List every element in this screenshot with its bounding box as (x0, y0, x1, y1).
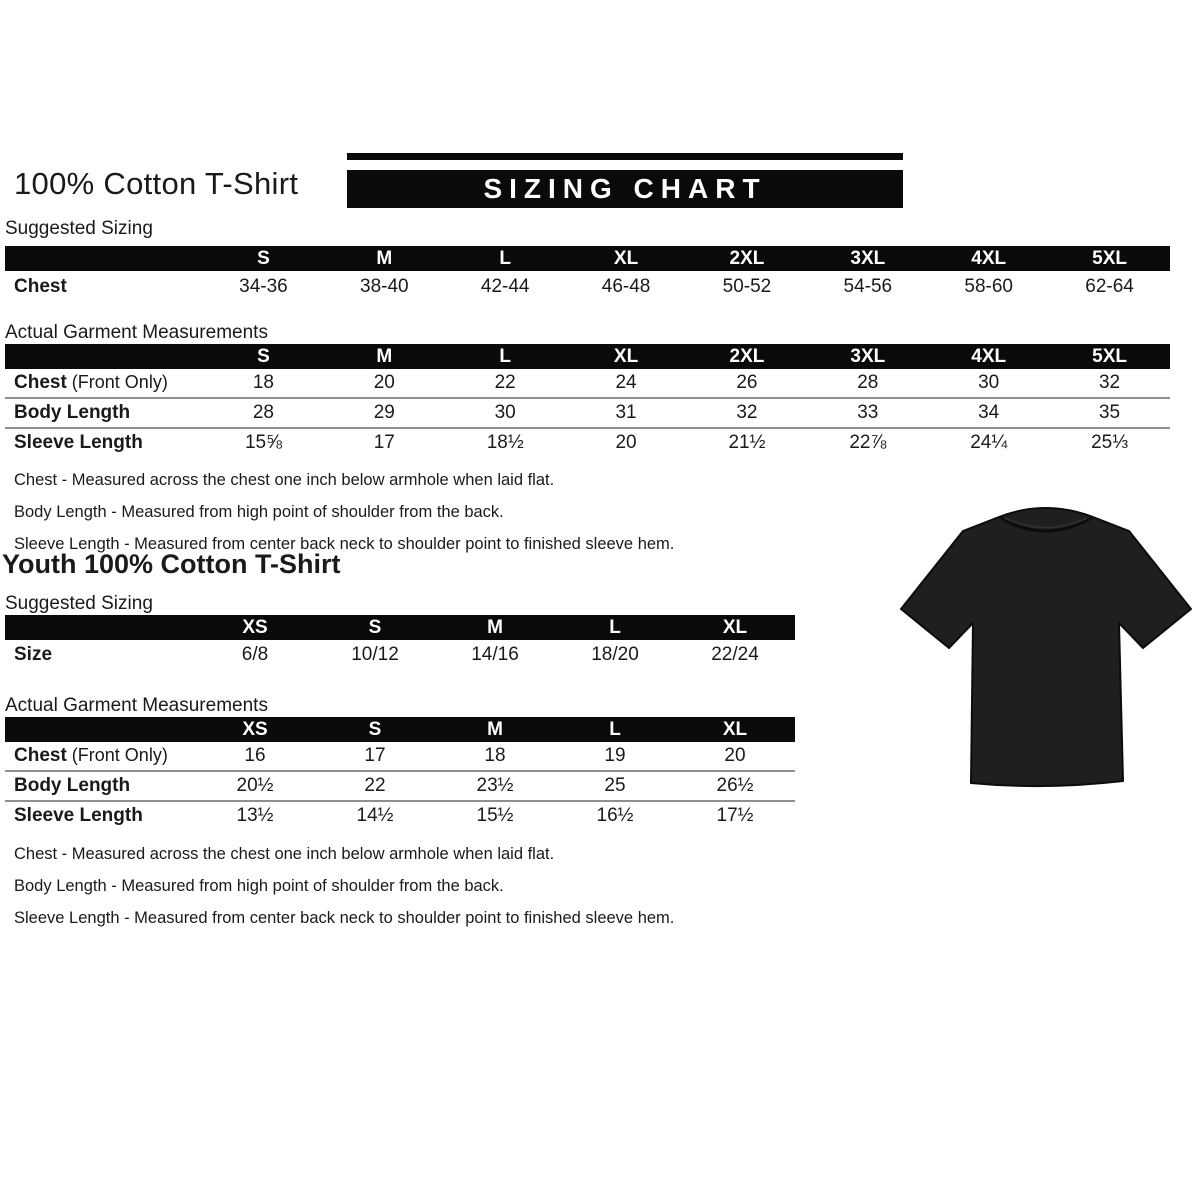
size-cell: 31 (615, 402, 637, 423)
youth-title: Youth 100% Cotton T-Shirt (2, 549, 341, 579)
size-cell: 22/24 (711, 644, 759, 665)
size-cell: 54-56 (843, 276, 893, 297)
column-header: XL (613, 345, 639, 367)
table-row (5, 427, 1170, 457)
row-label-note: (Front Only) (71, 745, 168, 765)
column-header: M (376, 247, 393, 269)
size-cell: 34-36 (239, 276, 288, 297)
size-cell: 21½ (728, 432, 766, 453)
column-header: 4XL (971, 247, 1007, 269)
size-cell: 34 (978, 402, 1000, 423)
size-cell: 20 (373, 372, 395, 393)
column-header: 5XL (1092, 247, 1127, 269)
table-row (5, 742, 795, 770)
row-label: Chest (14, 276, 67, 297)
size-cell: 32 (1098, 372, 1121, 393)
column-header: M (487, 718, 503, 740)
size-cell: 33 (857, 402, 879, 423)
size-cell: 24¼ (970, 432, 1008, 453)
size-cell: 16 (244, 745, 266, 766)
adult-suggested-table (5, 246, 1170, 303)
measurement-note: Body Length - Measured from high point of shoulder from the back. (14, 877, 504, 895)
adult-actual-header-row (5, 344, 1170, 369)
size-cell: 28 (252, 402, 274, 423)
size-cell: 18/20 (591, 644, 639, 665)
size-cell: 18 (484, 745, 506, 766)
banner-top-strip (347, 153, 903, 160)
adult-actual-table (5, 344, 1170, 457)
column-header: M (376, 345, 393, 367)
row-label: Chest (14, 372, 67, 393)
size-cell: 17 (364, 745, 386, 766)
column-header: XL (613, 247, 639, 269)
size-cell: 32 (736, 402, 758, 423)
youth-suggested-table (5, 615, 795, 670)
row-label: Sleeve Length (14, 432, 143, 453)
column-header: S (368, 718, 382, 740)
size-cell: 23½ (476, 775, 514, 796)
size-cell: 46-48 (601, 276, 651, 297)
table-row (5, 369, 1170, 397)
size-cell: 38-40 (360, 276, 409, 297)
column-header: L (499, 247, 511, 269)
youth-actual-table (5, 717, 795, 830)
adult-actual-label: Actual Garment Measurements (5, 322, 268, 343)
youth-measurement-notes (14, 838, 674, 934)
size-cell: 20 (615, 432, 637, 453)
adult-measurement-notes (14, 464, 674, 560)
size-cell: 16½ (596, 805, 634, 826)
column-header: M (487, 616, 503, 638)
row-label: Size (14, 644, 53, 665)
size-cell: 17 (373, 432, 395, 453)
size-cell: 25 (604, 775, 626, 796)
row-label: Body Length (14, 402, 131, 423)
column-header: L (609, 718, 621, 740)
column-header: S (257, 247, 270, 269)
measurement-note: Chest - Measured across the chest one inch below armhole when laid flat. (14, 471, 555, 489)
size-cell: 24 (615, 372, 637, 393)
table-row (5, 271, 1170, 303)
youth-suggested-label: Suggested Sizing (5, 593, 153, 614)
column-header: XL (722, 718, 748, 740)
column-header: S (257, 345, 270, 367)
column-header: 2XL (729, 345, 765, 367)
size-cell: 6/8 (241, 644, 269, 665)
table-row (5, 397, 1170, 427)
row-label: Chest (14, 745, 67, 766)
column-header: 3XL (850, 345, 886, 367)
measurement-note: Chest - Measured across the chest one inch below armhole when laid flat. (14, 845, 555, 863)
size-cell: 30 (494, 402, 516, 423)
page-title: 100% Cotton T-Shirt (14, 166, 299, 201)
column-header: 4XL (971, 345, 1007, 367)
size-cell: 17½ (716, 805, 754, 826)
column-header: XL (722, 616, 748, 638)
size-cell: 42-44 (480, 276, 530, 297)
size-cell: 50-52 (722, 276, 772, 297)
column-header: 3XL (850, 247, 886, 269)
size-cell: 26 (736, 372, 758, 393)
adult-suggested-label: Suggested Sizing (5, 218, 153, 239)
size-cell: 15⅝ (244, 432, 282, 453)
size-cell: 18 (252, 372, 274, 393)
row-label: Sleeve Length (14, 805, 143, 826)
tshirt-body-shape (901, 508, 1191, 786)
size-cell: 10/12 (351, 644, 399, 665)
size-cell: 19 (604, 745, 626, 766)
size-cell: 30 (978, 372, 1000, 393)
size-cell: 58-60 (964, 276, 1013, 297)
column-header: 2XL (729, 247, 765, 269)
size-cell: 25⅓ (1091, 432, 1129, 453)
adult-suggested-header-row (5, 246, 1170, 271)
size-cell: 62-64 (1085, 276, 1134, 297)
size-cell: 20½ (236, 775, 274, 796)
size-cell: 28 (857, 372, 879, 393)
column-header: L (609, 616, 621, 638)
size-cell: 22 (364, 775, 386, 796)
size-cell: 15½ (476, 805, 514, 826)
sizing-chart-banner-text: SIZING CHART (483, 173, 767, 204)
table-row (5, 770, 795, 800)
size-cell: 13½ (236, 805, 274, 826)
tshirt-image (893, 487, 1198, 802)
size-cell: 35 (1098, 402, 1121, 423)
column-header: XS (242, 718, 268, 740)
youth-actual-label: Actual Garment Measurements (5, 695, 268, 716)
sizing-chart-banner (347, 170, 903, 208)
size-cell: 26½ (716, 775, 754, 796)
measurement-note: Sleeve Length - Measured from center back neck to shoulder point to finished sleeve hem. (14, 909, 675, 927)
table-row (5, 800, 795, 830)
row-label: Body Length (14, 775, 131, 796)
youth-suggested-header-row (5, 615, 795, 640)
size-cell: 29 (373, 402, 395, 423)
column-header: L (499, 345, 511, 367)
size-cell: 20 (724, 745, 746, 766)
column-header: XS (242, 616, 268, 638)
measurement-note: Body Length - Measured from high point of shoulder from the back. (14, 503, 504, 521)
size-cell: 14½ (356, 805, 394, 826)
youth-actual-header-row (5, 717, 795, 742)
row-label-note: (Front Only) (71, 372, 168, 392)
measurement-note: Sleeve Length - Measured from center back neck to shoulder point to finished sleeve hem. (14, 535, 675, 553)
size-cell: 22⅞ (849, 432, 887, 453)
column-header: S (368, 616, 382, 638)
size-cell: 14/16 (471, 644, 519, 665)
column-header: 5XL (1092, 345, 1127, 367)
size-cell: 22 (494, 372, 516, 393)
table-row (5, 640, 795, 670)
size-cell: 18½ (486, 432, 524, 453)
